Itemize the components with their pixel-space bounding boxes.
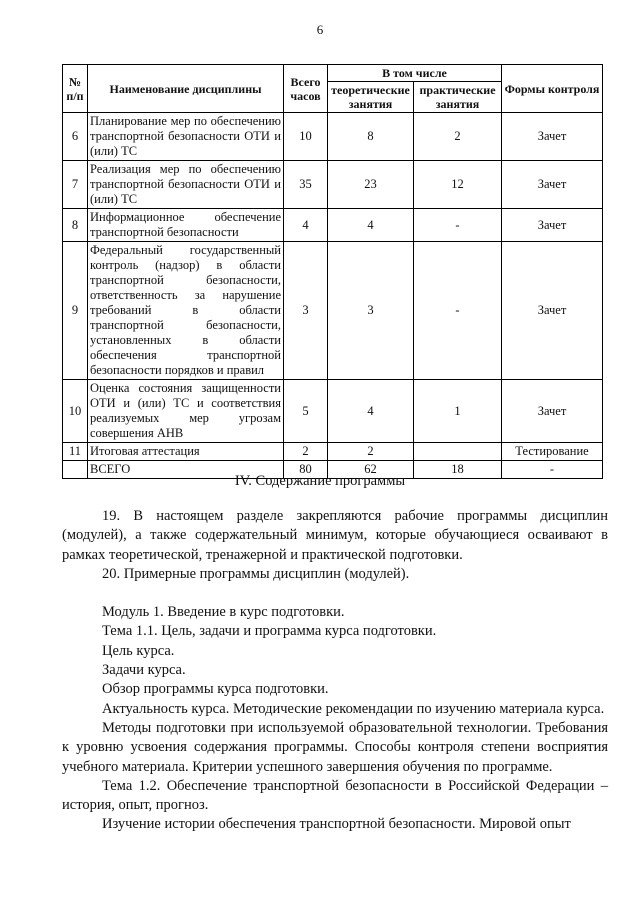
row-control: Зачет — [502, 380, 603, 443]
row-num: 11 — [63, 443, 88, 461]
row-practice: 12 — [414, 161, 502, 209]
row-theory: 23 — [328, 161, 414, 209]
header-control: Формы контроля — [502, 65, 603, 113]
row-num: 10 — [63, 380, 88, 443]
course-tasks: Задачи курса. — [102, 662, 186, 679]
table-row — [63, 242, 603, 380]
row-practice — [414, 443, 502, 461]
table-row — [63, 161, 603, 209]
row-control: Зачет — [502, 113, 603, 161]
table-row — [63, 380, 603, 443]
header-num: № п/п — [63, 65, 88, 113]
spacer — [62, 584, 608, 603]
course-relevance: Актуальность курса. Методические рекомендации по изучению материала курса. — [102, 700, 605, 717]
row-theory: 4 — [328, 209, 414, 242]
row-total: 35 — [284, 161, 328, 209]
row-num: 6 — [63, 113, 88, 161]
row-name: Информационное обеспечение транспортной безопасности — [88, 209, 284, 242]
row-name: Оценка состояния защищенности ОТИ и (или) ТС и соответствия реализуемых мер угрозам совершения АНВ — [88, 380, 284, 443]
row-name: Итоговая аттестация — [88, 443, 284, 461]
row-theory: 4 — [328, 380, 414, 443]
row-num: 8 — [63, 209, 88, 242]
row-practice: 2 — [414, 113, 502, 161]
module-1-heading: Модуль 1. Введение в курс подготовки. — [102, 604, 345, 621]
header-theory: теоретические занятия — [328, 82, 414, 113]
total-theory: 62 — [328, 461, 414, 479]
section-title: IV. Содержание программы — [234, 473, 406, 489]
table-row — [63, 113, 603, 161]
row-num: 7 — [63, 161, 88, 209]
table-header-row — [63, 65, 603, 82]
row-theory: 2 — [328, 443, 414, 461]
row-total: 3 — [284, 242, 328, 380]
training-methods: Методы подготовки при используемой образовательной технологии. Требования к уровню усвоения содержания программы. Способы контроля степени восприятия учебного материала. Критерии успешного завершения обучения по программе. — [62, 719, 608, 775]
table-row — [63, 443, 603, 461]
row-control: Зачет — [502, 161, 603, 209]
paragraph-19: 19. В настоящем разделе закрепляются рабочие программы дисциплин (модулей), а также содержательный минимум, которые обучающиеся осваивают в рамках теоретической, тренажерной и практической подготовки. — [62, 508, 608, 563]
curriculum-table — [62, 64, 603, 479]
table-row — [63, 209, 603, 242]
row-practice: - — [414, 242, 502, 380]
row-total: 4 — [284, 209, 328, 242]
body-text — [62, 507, 608, 835]
topic-1-1-heading: Тема 1.1. Цель, задачи и программа курса подготовки. — [102, 623, 437, 640]
header-including: В том числе — [328, 65, 502, 82]
row-total: 5 — [284, 380, 328, 443]
row-control: Зачет — [502, 209, 603, 242]
paragraph-20: 20. Примерные программы дисциплин (модулей). — [102, 565, 410, 582]
total-label: ВСЕГО — [88, 461, 284, 479]
row-theory: 8 — [328, 113, 414, 161]
history-paragraph: Изучение истории обеспечения транспортной безопасности. Мировой опыт — [102, 816, 571, 833]
total-hours: 80 — [284, 461, 328, 479]
total-control: - — [502, 461, 603, 479]
row-practice: 1 — [414, 380, 502, 443]
row-practice: - — [414, 209, 502, 242]
page-number: 6 — [316, 22, 324, 37]
course-goal: Цель курса. — [102, 642, 175, 659]
total-practice: 18 — [414, 461, 502, 479]
row-total: 10 — [284, 113, 328, 161]
row-name: Планирование мер по обеспечению транспортной безопасности ОТИ и (или) ТС — [88, 113, 284, 161]
row-num: 9 — [63, 242, 88, 380]
header-name: Наименование дисциплины — [88, 65, 284, 113]
row-name: Реализация мер по обеспечению транспортной безопасности ОТИ и (или) ТС — [88, 161, 284, 209]
header-practice: практические занятия — [414, 82, 502, 113]
row-total: 2 — [284, 443, 328, 461]
topic-1-2-heading: Тема 1.2. Обеспечение транспортной безопасности в Российской Федерации – история, опыт, прогноз. — [62, 777, 608, 814]
row-control: Зачет — [502, 242, 603, 380]
header-total: Всего часов — [284, 65, 328, 113]
program-overview: Обзор программы курса подготовки. — [102, 681, 329, 698]
row-theory: 3 — [328, 242, 414, 380]
row-control: Тестирование — [502, 443, 603, 461]
row-name: Федеральный государственный контроль (надзор) в области транспортной безопасности, ответственность за нарушение требований в области транспортной безопасности, установленных в области обеспечения транспортной безопасности порядков и правил — [88, 242, 284, 380]
